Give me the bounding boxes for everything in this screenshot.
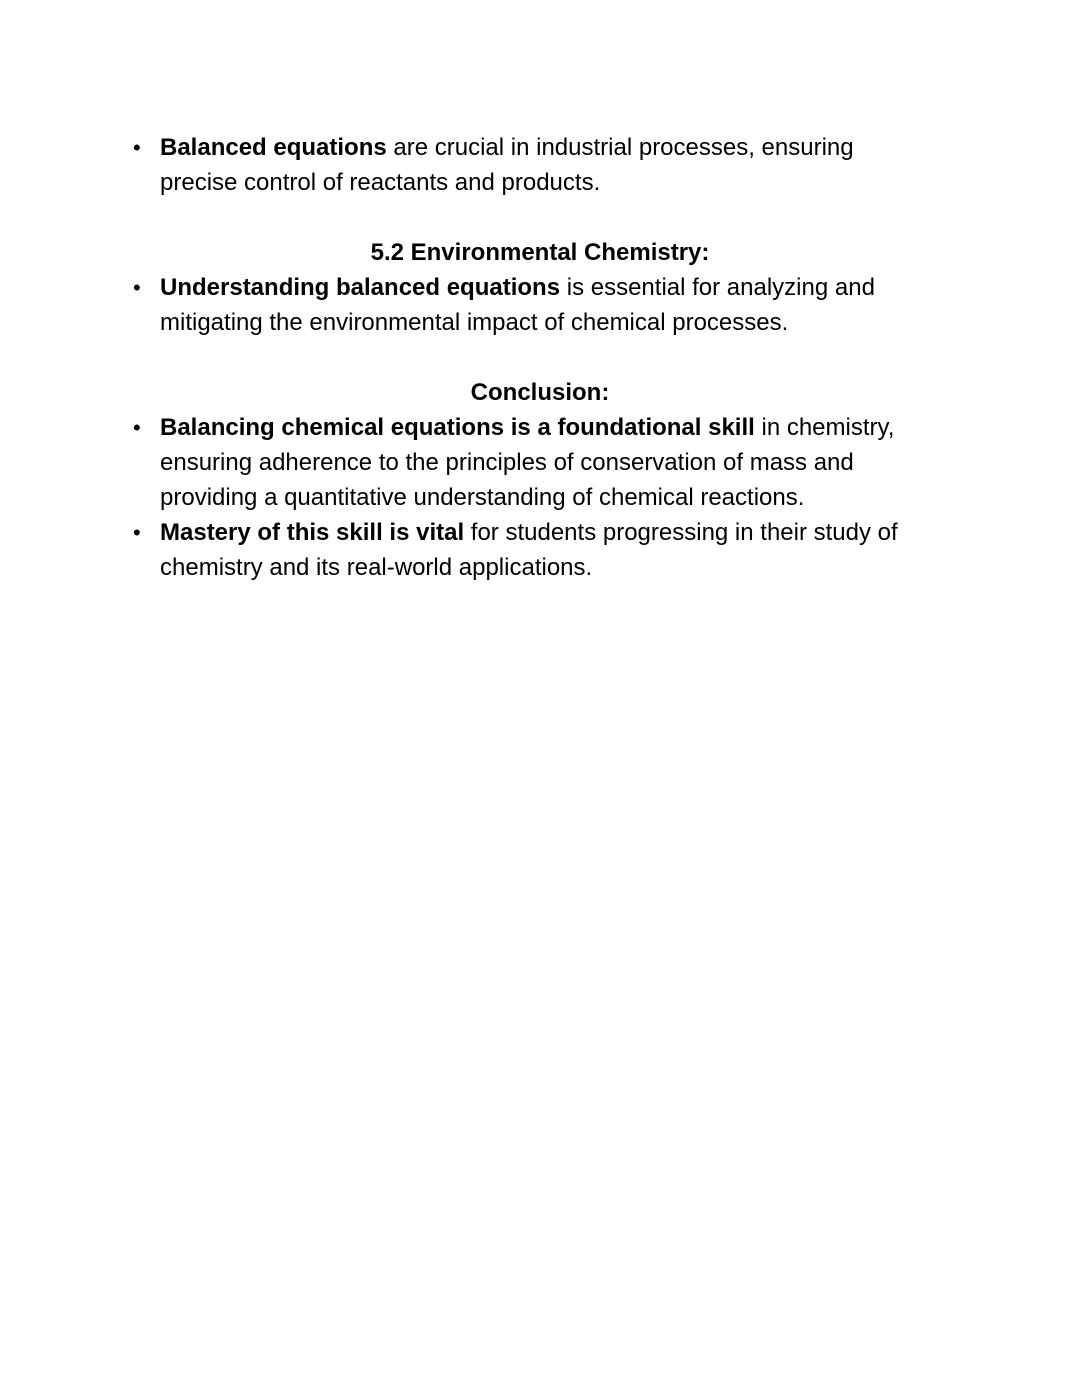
bullet-line: ensuring adherence to the principles of conservation of mass and (160, 449, 854, 476)
bullet-line: providing a quantitative understanding of chemical reactions. (160, 484, 805, 511)
bullet-item (127, 410, 953, 515)
bullet-line: mitigating the environmental impact of chemical processes. (160, 309, 789, 336)
bullet-line (127, 515, 953, 550)
section-heading-environmental-chemistry: 5.2 Environmental Chemistry: (370, 239, 710, 266)
bullet-line: chemistry and its real-world applications. (160, 554, 593, 581)
bullet-line (127, 410, 953, 445)
bullet-line: precise control of reactants and products. (160, 169, 601, 196)
bullet-regular-text: for students progressing in their study of (464, 519, 898, 546)
bullet-line (127, 130, 953, 165)
bullet-line (127, 270, 953, 305)
bullet-marker-icon: • (133, 275, 141, 300)
bullet-marker-icon: • (133, 520, 141, 545)
bullet-item (127, 130, 953, 200)
bullet-marker-icon: • (133, 135, 141, 160)
bullet-bold-text: Understanding balanced equations (160, 274, 561, 301)
bullet-marker-icon: • (133, 415, 141, 440)
bullet-item (127, 270, 953, 340)
bullet-bold-text: Mastery of this skill is vital (160, 519, 465, 546)
bullet-bold-text: Balancing chemical equations is a foundational skill (160, 414, 755, 441)
bullet-item (127, 515, 953, 585)
bullet-regular-text: in chemistry, (754, 414, 895, 441)
document-page (127, 130, 953, 585)
bullet-regular-text: is essential for analyzing and (560, 274, 875, 301)
bullet-bold-text: Balanced equations (160, 134, 387, 161)
section-heading-conclusion: Conclusion: (470, 379, 610, 406)
bullet-regular-text: are crucial in industrial processes, ensuring (386, 134, 854, 161)
